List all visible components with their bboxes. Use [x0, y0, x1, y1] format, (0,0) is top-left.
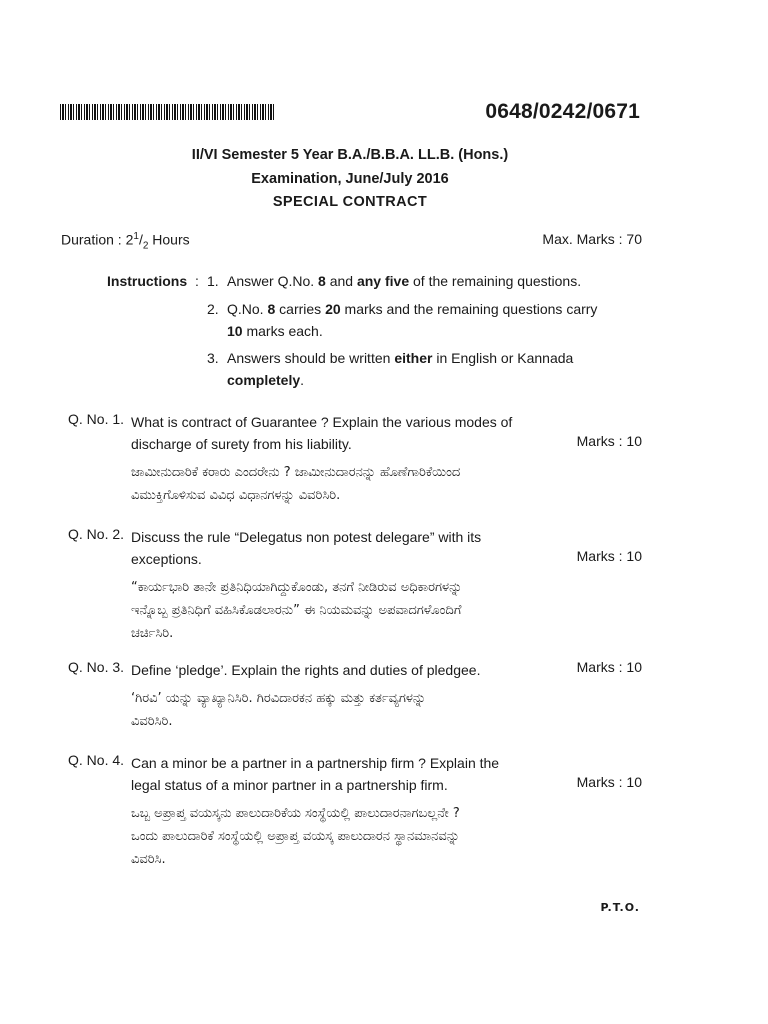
question-kannada: ಒಬ್ಬ ಅಪ್ರಾಪ್ತ ವಯಸ್ಕನು ಪಾಲುದಾರಿಕೆಯ ಸಂಸ್ಥೆಯಲ್ಲಿ ಪಾಲುದಾರನಾಗಬಲ್ಲನೇ ? ಒಂದು ಪಾಲುದಾರಿಕೆ ಸಂಸ್ಥೆಯಲ್ಲಿ ಅಪ್ರಾಪ್ತ ವಯಸ್ಕ ಪಾಲುದಾರನ ಸ್ಥಾನಮಾನವನ್ನು ವಿವರಿಸಿ.: [131, 806, 460, 867]
exam-line: Examination, June/July 2016: [251, 171, 449, 187]
question-number: Q. No. 4.: [68, 752, 125, 768]
question-number: Q. No. 1.: [68, 411, 125, 427]
subject-title: SPECIAL CONTRACT: [272, 194, 428, 210]
instructions-colon: :: [195, 273, 199, 289]
question-text: Define ‘pledge’. Explain the rights and duties of pledgee.: [131, 662, 481, 678]
question-kannada: “ಕಾರ್ಯಭಾರಿ ತಾನೇ ಪ್ರತಿನಿಧಿಯಾಗಿದ್ದುಕೊಂಡು, ತನಗೆ ನೀಡಿರುವ ಅಧಿಕಾರಗಳನ್ನು ಇನ್ನೊಬ್ಬ ಪ್ರತಿನಿಧಿಗೆ ವಹಿಸಿಕೊಡಲಾರನು” ಈ ನಿಯಮವನ್ನು ಅಪವಾದಗಳೊಂದಿಗೆ ಚರ್ಚಿಸಿರಿ.: [131, 580, 463, 641]
pto-note: P.T.O.: [600, 901, 640, 914]
course-line: II/VI Semester 5 Year B.A./B.B.A. LL.B. (Hons.): [191, 147, 509, 163]
question-marks: Marks : 10: [576, 433, 642, 449]
question-kannada: ‘ಗಿರವಿ’ ಯನ್ನು ವ್ಯಾಖ್ಯಾನಿಸಿರಿ. ಗಿರವಿದಾರಕನ ಹಕ್ಕು ಮತ್ತು ಕರ್ತವ್ಯಗಳನ್ನು ವಿವರಿಸಿರಿ.: [131, 691, 427, 729]
question-marks: Marks : 10: [576, 659, 642, 675]
paper-code: 0648/0242/0671: [485, 100, 640, 123]
question-text: What is contract of Guarantee ? Explain the various modes of discharge of surety from his liability.: [131, 414, 513, 452]
question-text: Can a minor be a partner in a partnership firm ? Explain the legal status of a minor partner in a partnership firm.: [131, 755, 500, 793]
question-marks: Marks : 10: [576, 774, 642, 790]
max-marks: Max. Marks : 70: [542, 231, 642, 247]
instruction-3: 3. Answers should be written either in English or Kannada completely.: [207, 350, 574, 388]
instructions-label: Instructions: [107, 273, 188, 289]
barcode: [60, 104, 274, 120]
question-marks: Marks : 10: [576, 548, 642, 564]
instruction-1: 1. Answer Q.No. 8 and any five of the remaining questions.: [207, 273, 582, 289]
duration: Duration : $2^1/_2$ Hours: [61, 231, 190, 252]
question-number: Q. No. 3.: [68, 659, 125, 675]
instruction-2: 2. Q.No. 8 carries 20 marks and the remaining questions carry 10 marks each.: [207, 301, 598, 339]
question-number: Q. No. 2.: [68, 526, 125, 542]
question-text: Discuss the rule “Delegatus non potest delegare” with its exceptions.: [131, 529, 482, 567]
question-kannada: ಜಾಮೀನುದಾರಿಕೆ ಕರಾರು ಎಂದರೇನು ? ಜಾಮೀನುದಾರನನ್ನು ಹೊಣೆಗಾರಿಕೆಯಿಂದ ವಿಮುಕ್ತಿಗೊಳಿಸುವ ವಿವಿಧ ವಿಧಾನಗಳನ್ನು ವಿವರಿಸಿರಿ.: [131, 465, 461, 503]
